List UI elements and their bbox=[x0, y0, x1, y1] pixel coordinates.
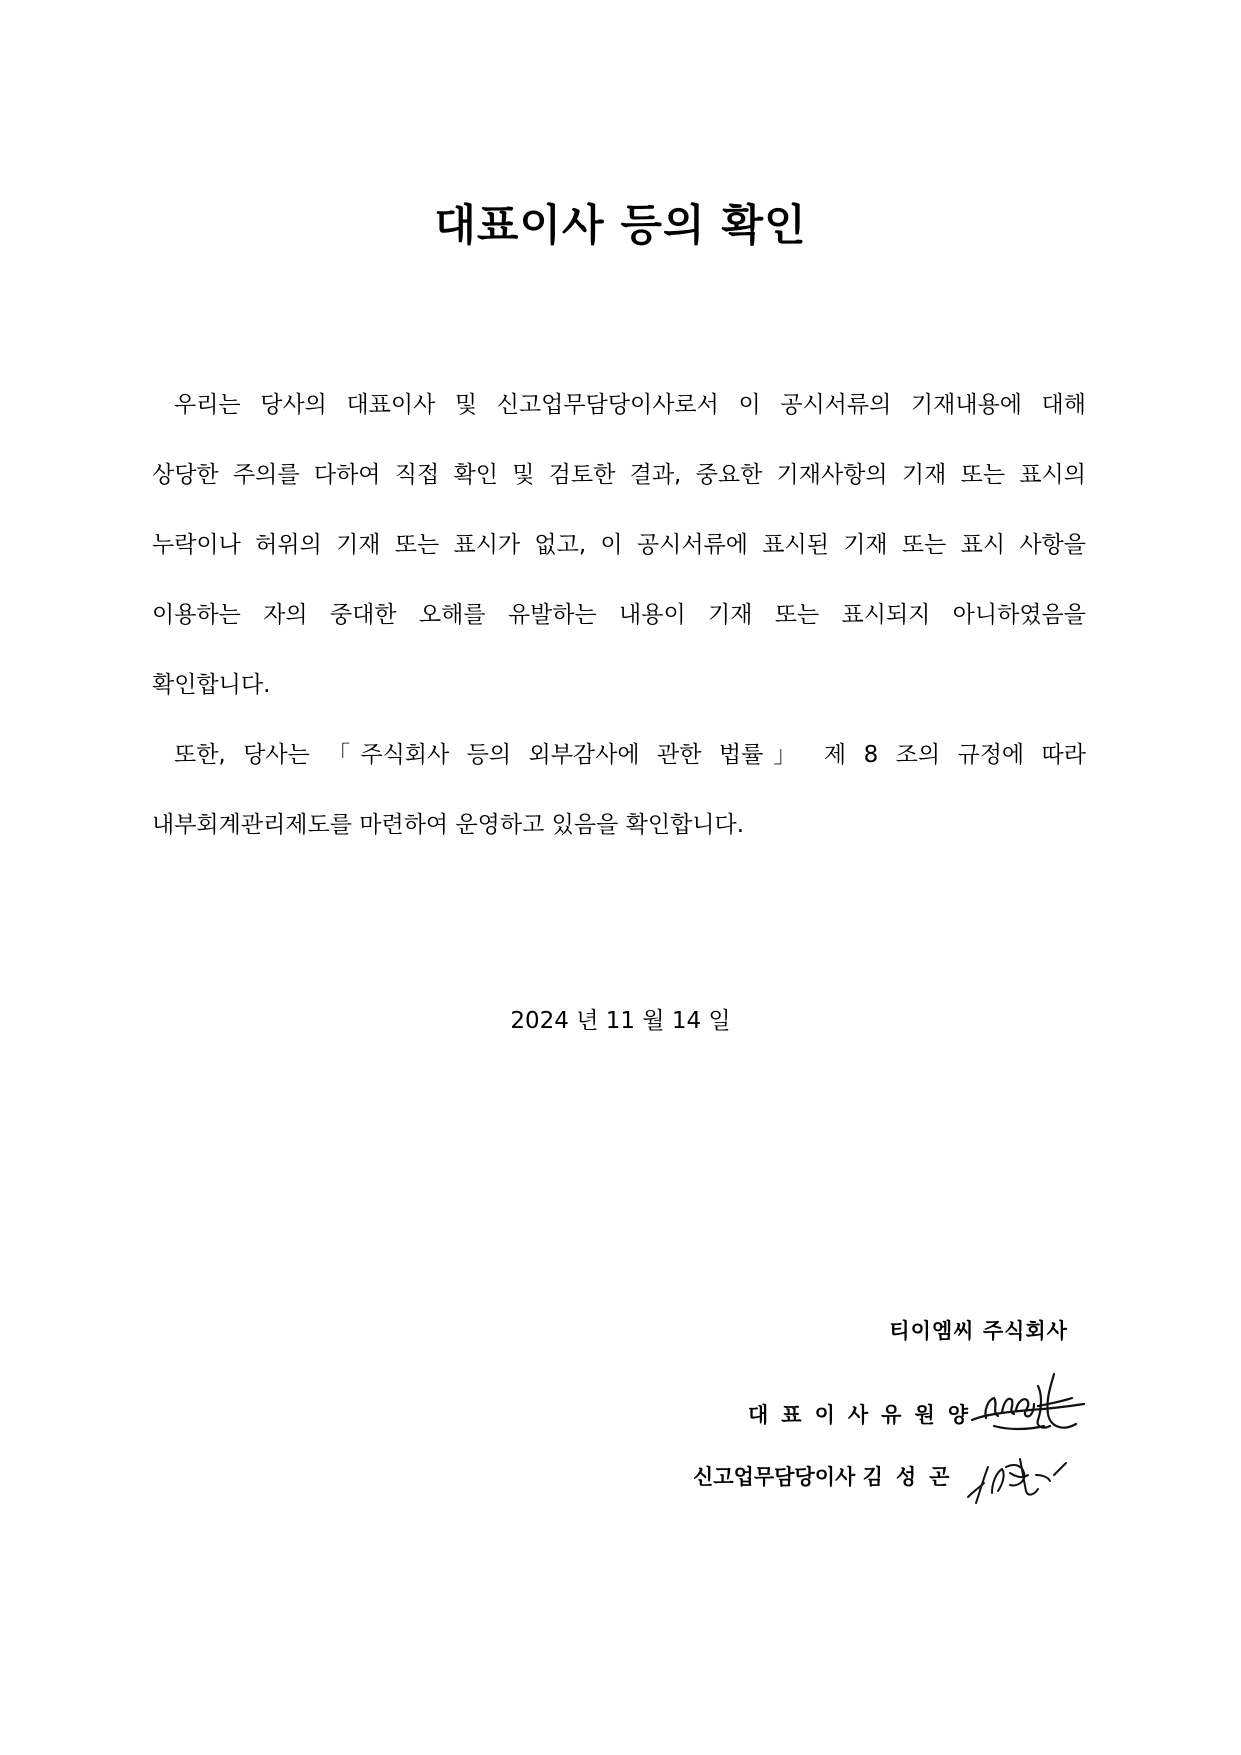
confirmation-paragraph bbox=[152, 370, 1086, 720]
paragraph-line: 상당한 주의를 다하여 직접 확인 및 검토한 결과, 중요한 기재사항의 기재 또는 표시의 bbox=[152, 462, 1086, 488]
signer-name: 유원양 bbox=[881, 1403, 982, 1427]
paragraph-line: 또한, 당사는 「주식회사 등의 외부감사에 관한 법률」 제 8 조의 규정에 따라 bbox=[174, 742, 1086, 768]
ceo-signature-line bbox=[748, 1397, 981, 1433]
document-date: 2024 년 11 월 14 일 bbox=[510, 1008, 731, 1034]
disclosure-officer-signature-line bbox=[693, 1459, 962, 1495]
paragraph-line: 누락이나 허위의 기재 또는 표시가 없고, 이 공시서류에 표시된 기재 또는 표시 사항을 bbox=[152, 532, 1086, 558]
signer-role: 대표이사 bbox=[748, 1403, 882, 1427]
internal-control-paragraph bbox=[152, 720, 1086, 860]
document-title: 대표이사 등의 확인 bbox=[434, 201, 807, 251]
signer-name: 김성곤 bbox=[862, 1465, 963, 1489]
paragraph-line: 우리는 당사의 대표이사 및 신고업무담당이사로서 이 공시서류의 기재내용에 대해 bbox=[174, 392, 1086, 418]
company-name: 티이엠씨 주식회사 bbox=[889, 1319, 1068, 1343]
signer-role: 신고업무담당이사 bbox=[693, 1465, 856, 1489]
officer-handwritten-signature bbox=[962, 1445, 1072, 1515]
paragraph-line: 내부회계관리제도를 마련하여 운영하고 있음을 확인합니다. bbox=[152, 812, 745, 838]
paragraph-line: 이용하는 자의 중대한 오해를 유발하는 내용이 기재 또는 표시되지 아니하였음을 bbox=[152, 602, 1086, 628]
ceo-handwritten-signature bbox=[968, 1360, 1088, 1450]
paragraph-line: 확인합니다. bbox=[152, 672, 271, 698]
